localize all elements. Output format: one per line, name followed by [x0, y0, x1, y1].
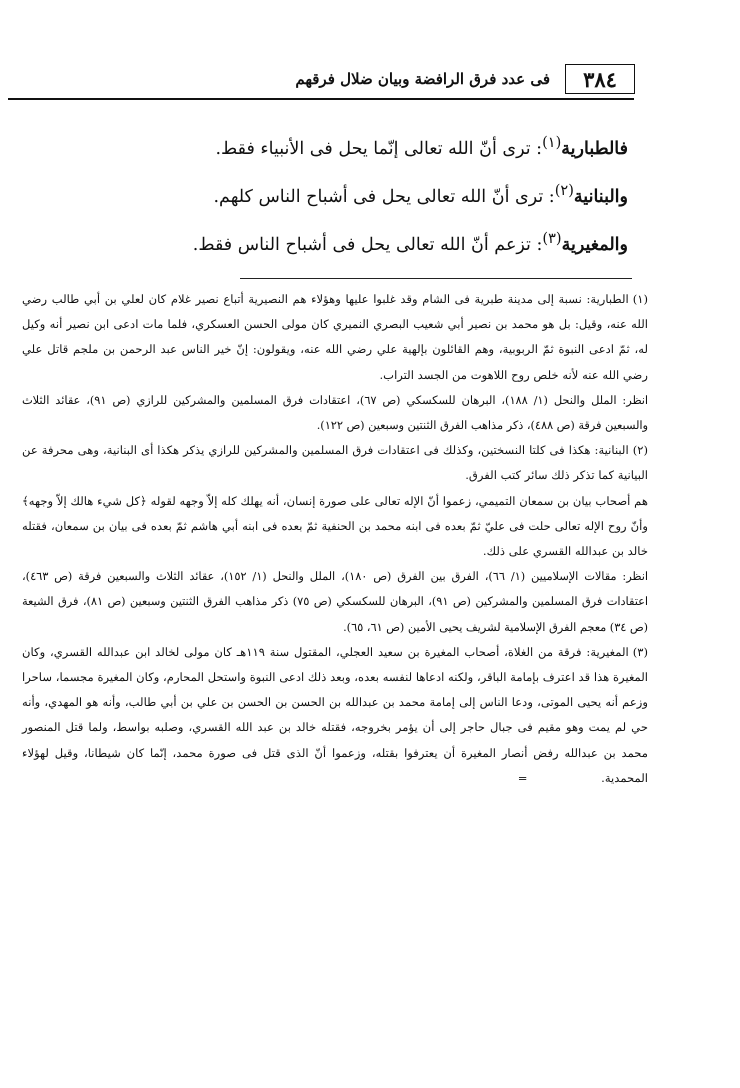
sect-name: والبنانية [573, 186, 628, 207]
footnote-2 [22, 438, 648, 488]
footnotes [22, 287, 648, 791]
main-line-text: : ترى أنّ الله تعالى يحل فى أشباح الناس كلهم. [213, 186, 555, 207]
main-text [128, 122, 628, 265]
footnote-1 [22, 287, 648, 388]
footnote-number: (١) [632, 292, 648, 306]
footnote-3 [22, 640, 648, 791]
sect-name: والمغيرية [561, 234, 628, 255]
footnote-number: (٣) [632, 644, 649, 659]
footnote-ref[interactable]: (٢) [554, 181, 574, 199]
main-line-tabariyya [128, 122, 628, 170]
footnote-ref[interactable]: (١) [542, 134, 562, 151]
footnote-number: (٢) [632, 443, 648, 458]
footnote-body: البنانية: هكذا فى كلتا النسختين، وكذلك فى اعتقادات فرق المسلمين والمشركين للرازي يذكر هكذا أى البنانية، وهى محرفة عن البيانية كما تذكر ذلك سائر كتب الفرق. [22, 443, 648, 483]
footnote-1-sources: انظر: الملل والنحل (١/ ١٨٨)، البرهان للسكسكي (ص ٦٧)، اعتقادات فرق المسلمين والمشركين للرازي (ص ٩١)، عقائد الثلاث والسبعين فرقة (ص ٤٨٨)، ذكر مذاهب الفرق الثنتين وسبعين (ص ١٢٢). [22, 393, 648, 433]
main-line-text: : تزعم أنّ الله تعالى يحل فى أشباح الناس فقط. [192, 234, 543, 255]
main-line-mughiriyya [128, 218, 628, 266]
chapter-title: فى عدد فرق الرافضة وبيان ضلال فرقهم [295, 70, 550, 88]
main-line-text: : ترى أنّ الله تعالى إنّما يحل فى الأنبياء فقط. [215, 138, 543, 159]
footnote-ref[interactable]: (٣) [542, 229, 562, 247]
footnote-body: المغيرية: فرقة من الغلاة، أصحاب المغيرة بن سعيد العجلي، المقتول سنة ١١٩هـ كان مولى لخالد ابن عبدالله القسري، وكان المغيرة هذا قد اعترف بإمامة الباقر، ولكنه ادعاها لنفسه بعده، وبعد ذلك ادعى النبوة واستحل المحارم، وكان المغيرة مجسما، ساحرا وزعم أنه يحيى الموتى، ودعا الناس إلى إمامة محمد بن عبدالله بن الحسن بن الحسن بن علي بن أبي طالب، وأنه هو المهدي، وأنه حي لم يمت وهو مقيم فى جبال حاجر إلى أن يؤمر بخروجه، فقتله خالد بن عبد الله القسري، وصلبه بواسط، ولما قتل المنصور محمد بن عبدالله رفض أنصار المغيرة أن يعترفوا بقتله، وزعموا أنّ الذى قتل فى صورة محمد، إنّما كان شيطانا، وقيل لهؤلاء المحمدية. [22, 644, 648, 785]
main-line-banāniyya [128, 170, 628, 218]
footnote-2-sources: انظر: مقالات الإسلاميين (١/ ٦٦)، الفرق بين الفرق (ص ١٨٠)، الملل والنحل (١/ ١٥٢)، عقائد الثلاث والسبعين فرقة (ص ٤٦٣)، اعتقادات فرق المسلمين والمشركين (ص ٩١)، البرهان للسكسكي (ص ٧٥) ذكر مذاهب الفرق الثنتين وسبعين (ص ٨١)، فرق الشيعة (ص ٣٤) معجم الفرق الإسلامية لشريف يحيى الأمين (ص ٦١، ٦٥). [22, 570, 648, 634]
footnote-separator [240, 278, 632, 279]
page-number: ٣٨٤ [565, 64, 635, 94]
sect-name: فالطبارية [561, 138, 628, 159]
continuation-mark: = [517, 770, 528, 785]
footnote-2-description: هم أصحاب بيان بن سمعان التميمي، زعموا أنّ الإله تعالى على صورة إنسان، أنه يهلك كله إلاّ وجهه لقوله ﴿كل شيء هالك إلاّ وجهه﴾ وأنّ روح الإله تعالى حلت فى عليّ ثمّ بعده فى ابنه محمد بن الحنفية ثمّ بعده فى ابنه أبي هاشم ثمّ بعده فى بيان بن سمعان، فقتله خالد بن عبدالله القسري على ذلك. [22, 493, 648, 559]
footnote-body: الطبارية: نسبة إلى مدينة طبرية فى الشام وقد غلبوا عليها وهؤلاء هم النصيرية أتباع نصير غلام كان لعلي بن أبي طالب رضي الله عنه، وقيل: بل هو محمد بن نصير أبي شعيب البصري النميري كان مولى الحسن العسكري، فلما مات ادعى ابن نصير أنه وكيل له، ثمّ ادعى النبوة ثمّ الربوبية، وهم القائلون بإلهية علي رضي الله عنه، ويقولون: إنّ خير الناس عبد الرحمن بن ملجم قاتل علي رضي الله عنه لأنه خلص روح اللاهوت من الجسد التراب. [22, 292, 648, 382]
